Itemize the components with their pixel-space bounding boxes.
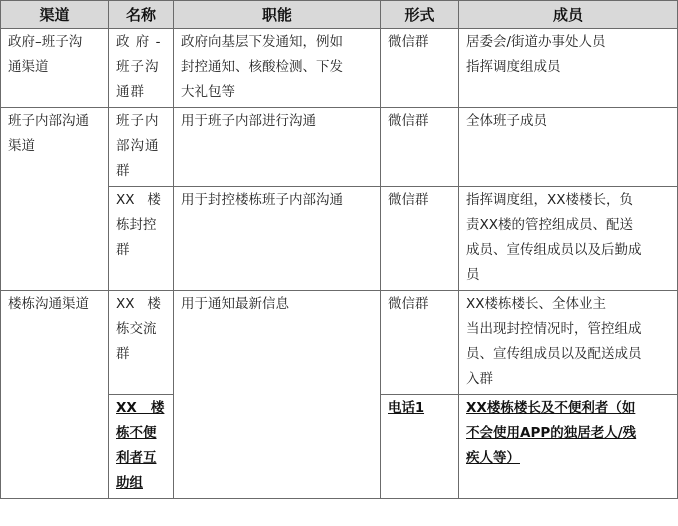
name-line: 栋封控 xyxy=(116,217,157,233)
name-line: 助组 xyxy=(116,475,143,491)
members-line: 不会使用APP的独居老人/残 xyxy=(466,425,637,441)
name-line: 通群 xyxy=(116,84,145,100)
function-cell xyxy=(174,291,381,499)
name-line: 群 xyxy=(116,346,130,362)
name-line: 栋不便 xyxy=(116,425,157,441)
form-cell: 微信群 xyxy=(381,108,459,187)
header-form: 形式 xyxy=(381,1,459,29)
function-cell xyxy=(174,29,381,108)
members-line: 成员、宣传组成员以及后勤成 xyxy=(466,242,642,258)
name-line: 政 府 - xyxy=(116,34,162,50)
channel-cell xyxy=(1,291,109,499)
members-line: 指挥调度组成员 xyxy=(466,59,561,75)
name-line: 部沟通 xyxy=(116,138,160,154)
channel-cell xyxy=(1,29,109,108)
members-cell xyxy=(459,187,678,291)
channel-line: 班子内部沟通 xyxy=(8,113,89,129)
members-line: 员、宣传组成员以及配送成员 xyxy=(466,346,642,362)
members-line: 员 xyxy=(466,267,480,283)
members-cell xyxy=(459,395,678,499)
name-cell xyxy=(109,187,174,291)
channel-line: 通渠道 xyxy=(8,59,49,75)
channel-line: 楼栋沟通渠道 xyxy=(8,296,89,312)
form-text: 电话 xyxy=(388,400,415,416)
members-cell xyxy=(459,291,678,395)
form-cell: 微信群 xyxy=(381,29,459,108)
form-cell xyxy=(381,395,459,499)
name-cell xyxy=(109,29,174,108)
table-row xyxy=(1,108,678,187)
channel-cell xyxy=(1,108,109,291)
members-line: XX楼栋楼长、全体业主 xyxy=(466,296,606,312)
table-row xyxy=(1,29,678,108)
function-line: 用于通知最新信息 xyxy=(181,296,289,312)
name-line: XX 楼 xyxy=(116,192,161,208)
name-cell xyxy=(109,395,174,499)
header-channel: 渠道 xyxy=(1,1,109,29)
header-name: 名称 xyxy=(109,1,174,29)
function-cell xyxy=(174,108,381,187)
members-line: 当出现封控情况时，管控组成 xyxy=(466,321,642,337)
name-cell xyxy=(109,108,174,187)
members-line: 全体班子成员 xyxy=(466,113,547,129)
form-cell: 微信群 xyxy=(381,291,459,395)
table-row xyxy=(1,291,678,395)
name-line: XX 楼 xyxy=(116,400,165,416)
channel-line: 政府–班子沟 xyxy=(8,34,83,50)
form-cell: 微信群 xyxy=(381,187,459,291)
members-line: 责XX楼的管控组成员、配送 xyxy=(466,217,633,233)
name-line: XX 楼 xyxy=(116,296,161,312)
members-cell xyxy=(459,108,678,187)
header-members: 成员 xyxy=(459,1,678,29)
function-line: 封控通知、核酸检测、下发 xyxy=(181,59,343,75)
members-line: 疾人等） xyxy=(466,450,520,466)
name-line: 栋交流 xyxy=(116,321,157,337)
name-line: 群 xyxy=(116,242,130,258)
function-line: 用于班子内部进行沟通 xyxy=(181,113,316,129)
header-function: 职能 xyxy=(174,1,381,29)
form-footnote-mark: 1 xyxy=(415,401,425,416)
function-cell xyxy=(174,187,381,291)
name-cell xyxy=(109,291,174,395)
name-line: 班子内 xyxy=(116,113,160,129)
members-line: 居委会/街道办事处人员 xyxy=(466,34,606,50)
name-line: 利者互 xyxy=(116,450,157,466)
members-line: XX楼栋楼长及不便利者（如 xyxy=(466,400,636,416)
name-line: 班子沟 xyxy=(116,59,160,75)
function-line: 政府向基层下发通知，例如 xyxy=(181,34,343,50)
members-cell xyxy=(459,29,678,108)
function-line: 大礼包等 xyxy=(181,84,235,100)
members-line: 指挥调度组，XX楼楼长，负 xyxy=(466,192,633,208)
channel-line: 渠道 xyxy=(8,138,35,154)
table-header-row xyxy=(1,1,678,29)
name-line: 群 xyxy=(116,163,131,179)
members-line: 入群 xyxy=(466,371,493,387)
function-line: 用于封控楼栋班子内部沟通 xyxy=(181,192,343,208)
